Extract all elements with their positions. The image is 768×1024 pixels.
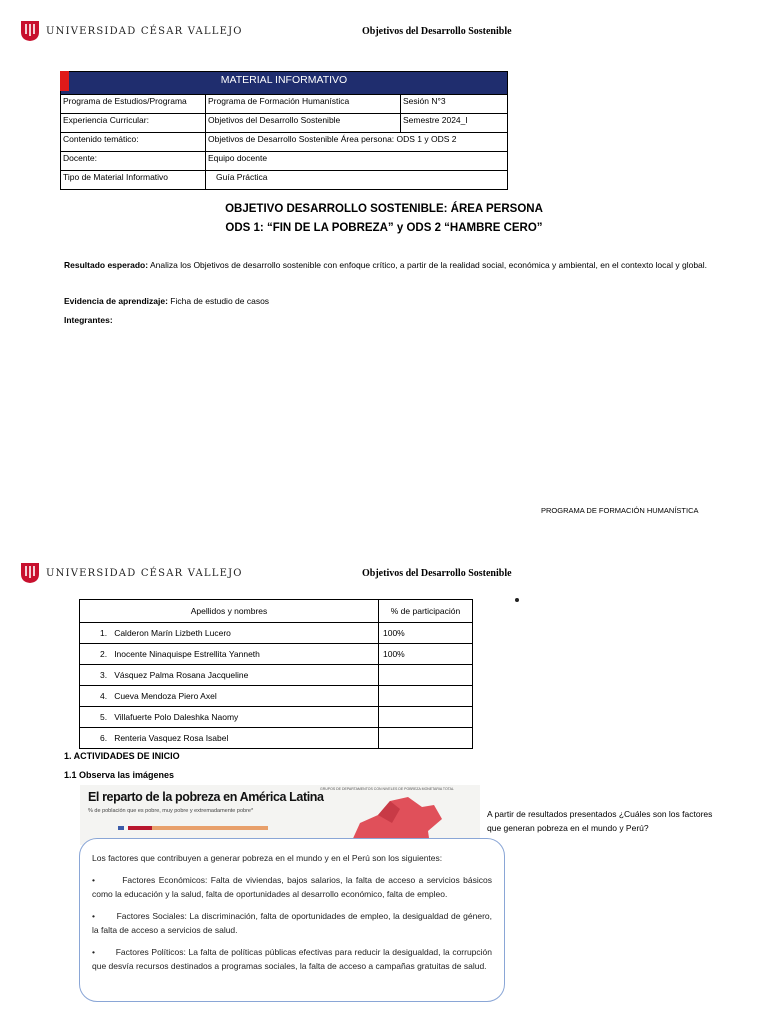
page-title-line1: OBJETIVO DESARROLLO SOSTENIBLE: ÁREA PERSONA bbox=[225, 203, 543, 215]
table-row bbox=[61, 95, 508, 114]
page-title-line2: ODS 1: “FIN DE LA POBREZA” y ODS 2 “HAMBRE CERO” bbox=[225, 222, 543, 234]
cell: Objetivos de Desarrollo Sostenible Área persona: ODS 1 y ODS 2 bbox=[206, 133, 508, 152]
resultado-label: Resultado esperado: bbox=[64, 260, 149, 270]
bullet-icon: • bbox=[92, 947, 116, 957]
resultado-paragraph bbox=[64, 256, 714, 275]
participant-name: Cueva Mendoza Piero Axel bbox=[114, 691, 217, 701]
answer-item bbox=[92, 909, 492, 937]
participant-name: Renteria Vasquez Rosa Isabel bbox=[114, 733, 229, 743]
participant-name: Calderon Marín Lizbeth Lucero bbox=[114, 628, 231, 638]
cell: Objetivos del Desarrollo Sostenible bbox=[206, 114, 401, 133]
table-row bbox=[61, 114, 508, 133]
resultado-text: Analiza los Objetivos de desarrollo sostenible con enfoque crítico, a partir de la realidad social, económica y ambiental, en el contexto local y global. bbox=[148, 260, 708, 270]
participation-pct bbox=[379, 686, 473, 707]
answer-intro: Los factores que contribuyen a generar pobreza en el mundo y en el Perú son los siguientes: bbox=[92, 853, 443, 863]
table-row bbox=[80, 665, 473, 686]
bullet-dot bbox=[515, 598, 519, 602]
section-heading-observe: 1.1 Observa las imágenes bbox=[64, 770, 175, 780]
cell: Guía Práctica bbox=[206, 171, 508, 190]
cell: Equipo docente bbox=[206, 152, 508, 171]
answer-item-text: Factores Económicos: Falta de viviendas, bajos salarios, la falta de acceso a servicios básicos como la educación y la salud, falta de oportunidades al desarrollo económico, falta de empleo. bbox=[92, 875, 492, 899]
bar-poor bbox=[152, 826, 268, 830]
table-row bbox=[80, 707, 473, 728]
integrantes-label bbox=[64, 311, 113, 330]
participant-name: Inocente Ninaquispe Estrellita Yanneth bbox=[114, 649, 260, 659]
evidencia-paragraph bbox=[64, 292, 714, 311]
bullet-icon: • bbox=[92, 911, 117, 921]
col-name-header: Apellidos y nombres bbox=[80, 600, 379, 623]
infographic-subtitle: % de población que es pobre, muy pobre y extremadamente pobre* bbox=[88, 808, 254, 814]
table-row bbox=[80, 623, 473, 644]
answer-item bbox=[92, 945, 492, 973]
page-footer: PROGRAMA DE FORMACIÓN HUMANÍSTICA bbox=[541, 506, 699, 515]
participation-pct: 100% bbox=[379, 623, 473, 644]
cell: Docente: bbox=[61, 152, 206, 171]
section-heading-activities: 1. ACTIVIDADES DE INICIO bbox=[64, 751, 180, 761]
map-title: GRUPOS DE DEPARTAMENTOS CON NIVELES DE POBREZA MONETARIA TOTAL bbox=[320, 787, 454, 791]
cell: Tipo de Material Informativo bbox=[61, 171, 206, 190]
evidencia-label: Evidencia de aprendizaje: bbox=[64, 296, 168, 306]
red-marker bbox=[60, 71, 69, 91]
row-number: 4. bbox=[100, 691, 108, 701]
cell: Experiencia Curricular: bbox=[61, 114, 206, 133]
document-header-title: Objetivos del Desarrollo Sostenible bbox=[362, 568, 512, 579]
col-pct-header: % de participación bbox=[379, 600, 473, 623]
participation-pct: 100% bbox=[379, 644, 473, 665]
cell: Programa de Estudios/Programa bbox=[61, 95, 206, 114]
question-text: A partir de resultados presentados ¿Cuáles son los factores que generan pobreza en el mundo y Perú? bbox=[487, 809, 713, 833]
participation-pct bbox=[379, 665, 473, 686]
university-logo bbox=[20, 562, 243, 584]
row-number: 1. bbox=[100, 628, 108, 638]
infographic-title: El reparto de la pobreza en América Latina bbox=[88, 790, 324, 804]
material-table-heading: MATERIAL INFORMATIVO bbox=[61, 72, 508, 95]
university-logo bbox=[20, 20, 243, 42]
cell: Sesión N°3 bbox=[401, 95, 508, 114]
table-row bbox=[61, 152, 508, 171]
table-row bbox=[61, 171, 508, 190]
row-number: 5. bbox=[100, 712, 108, 722]
row-number: 2. bbox=[100, 649, 108, 659]
row-number: 6. bbox=[100, 733, 108, 743]
answer-box bbox=[79, 838, 505, 1002]
material-table-wrap bbox=[60, 71, 508, 190]
table-row bbox=[61, 133, 508, 152]
cell: Programa de Formación Humanística bbox=[206, 95, 401, 114]
participation-pct bbox=[379, 728, 473, 749]
bar-extreme bbox=[128, 826, 152, 830]
table-row bbox=[80, 644, 473, 665]
cell: Contenido temático: bbox=[61, 133, 206, 152]
logo-text: UNIVERSIDAD CÉSAR VALLEJO bbox=[46, 25, 243, 37]
poverty-infographic-image bbox=[80, 785, 480, 845]
answer-item-text: Factores Políticos: La falta de políticas públicas efectivas para reducir la desigualdad, la corrupción que desvía recursos destinados a programas sociales, la falta de acceso a campañas gratuitas de salud. bbox=[92, 947, 492, 971]
cell: Semestre 2024_I bbox=[401, 114, 508, 133]
table-header-row bbox=[80, 600, 473, 623]
document-header-title: Objetivos del Desarrollo Sostenible bbox=[362, 26, 512, 37]
participant-name: Villafuerte Polo Daleshka Naomy bbox=[114, 712, 239, 722]
table-row bbox=[80, 686, 473, 707]
university-crest-icon bbox=[20, 562, 40, 584]
participants-table bbox=[79, 599, 473, 749]
evidencia-text: Ficha de estudio de casos bbox=[167, 296, 270, 306]
participation-pct bbox=[379, 707, 473, 728]
material-table bbox=[60, 71, 508, 190]
flag-icon bbox=[118, 826, 124, 830]
infographic-bar-row bbox=[88, 826, 268, 830]
participant-name: Vásquez Palma Rosana Jacqueline bbox=[114, 670, 249, 680]
logo-text: UNIVERSIDAD CÉSAR VALLEJO bbox=[46, 567, 243, 579]
university-crest-icon bbox=[20, 20, 40, 42]
table-row bbox=[80, 728, 473, 749]
bullet-icon: • bbox=[92, 875, 123, 885]
integrantes-label-text: Integrantes: bbox=[64, 315, 113, 325]
answer-item-text: Factores Sociales: La discriminación, falta de oportunidades de empleo, la desigualdad de género, la falta de acceso a servicios de salud. bbox=[92, 911, 492, 935]
row-number: 3. bbox=[100, 670, 108, 680]
answer-item bbox=[92, 873, 492, 901]
